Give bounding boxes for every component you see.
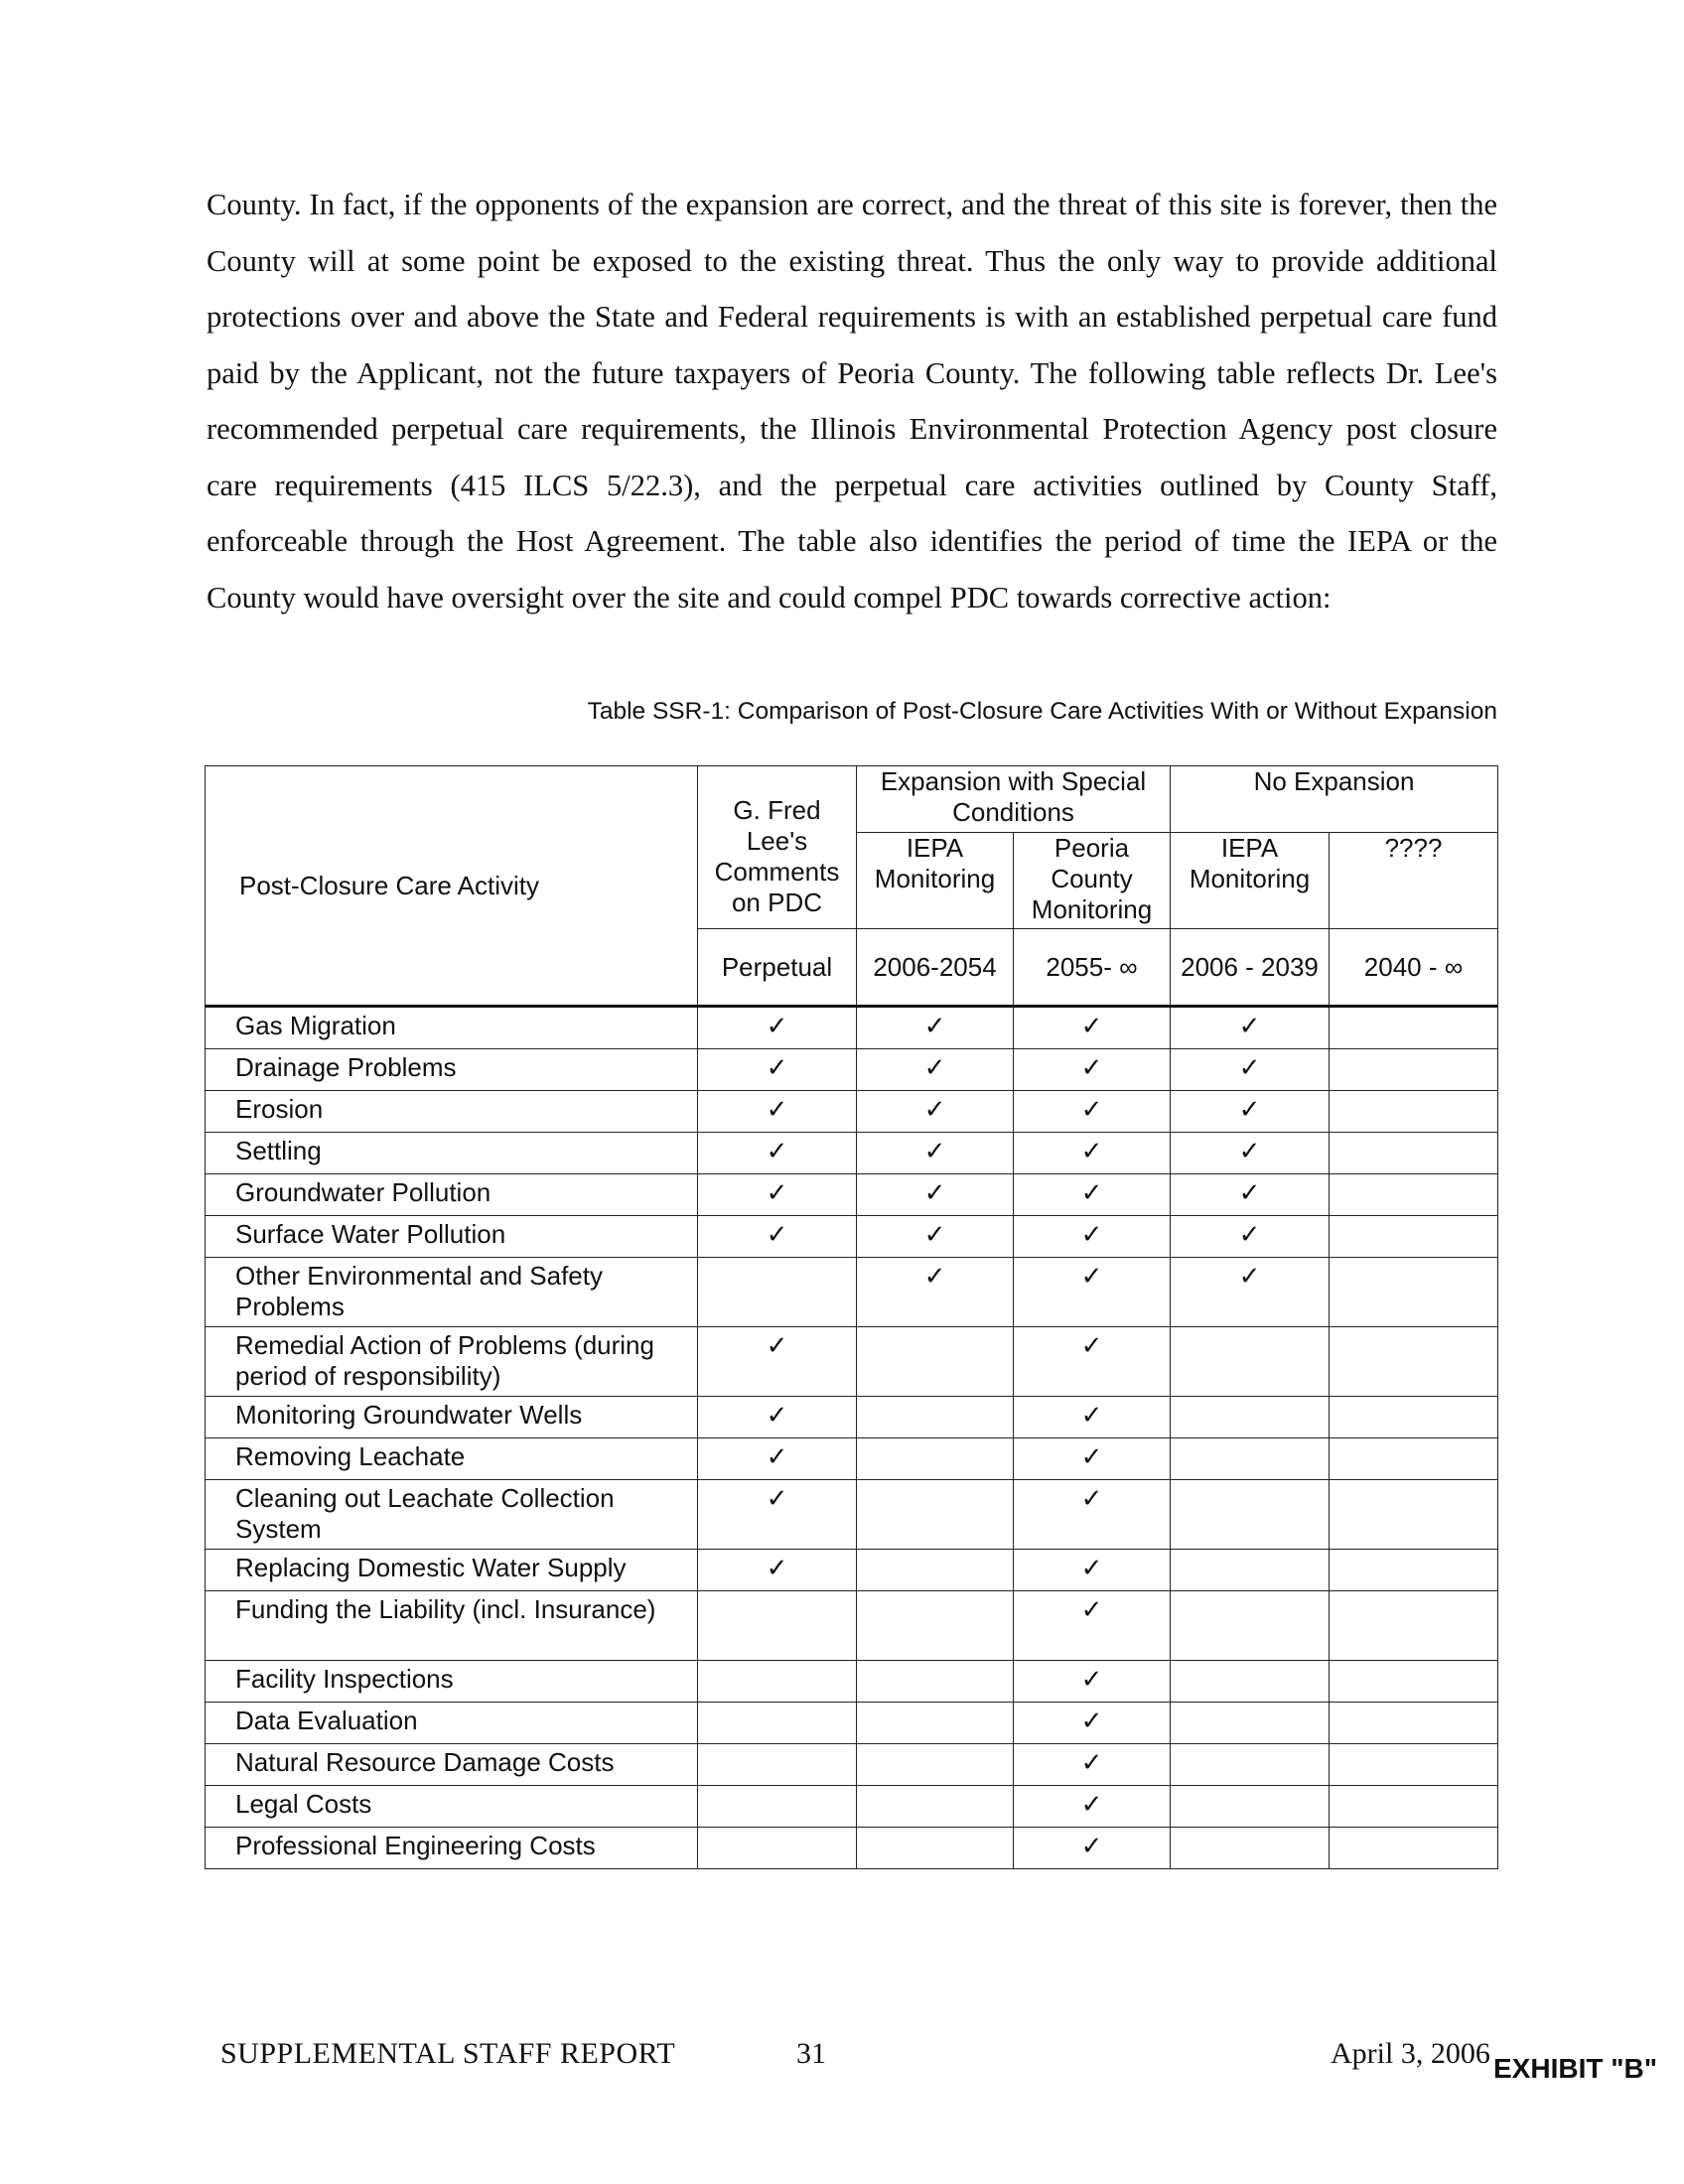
check-cell-lee xyxy=(698,1828,857,1869)
activity-cell: Funding the Liability (incl. Insurance) xyxy=(206,1591,698,1661)
check-cell-no-expansion-iepa xyxy=(1171,1480,1330,1550)
check-cell-expansion-county xyxy=(1014,1661,1171,1703)
check-cell-expansion-county xyxy=(1014,1480,1171,1550)
activity-cell: Facility Inspections xyxy=(206,1661,698,1703)
checkmark-icon: ✓ xyxy=(1080,1137,1103,1166)
check-cell-expansion-iepa xyxy=(857,1703,1014,1744)
table-row xyxy=(206,1828,1498,1869)
table-row xyxy=(206,1480,1498,1550)
header-no-expansion-group: No Expansion xyxy=(1171,766,1498,833)
checkmark-icon: ✓ xyxy=(1080,1832,1103,1861)
check-cell-expansion-county xyxy=(1014,1828,1171,1869)
check-cell-no-expansion-iepa xyxy=(1171,1786,1330,1828)
check-cell-no-expansion-unknown xyxy=(1330,1744,1498,1786)
check-cell-lee xyxy=(698,1258,857,1327)
checkmark-icon: ✓ xyxy=(1238,1178,1261,1208)
check-cell-no-expansion-unknown xyxy=(1330,1480,1498,1550)
check-cell-lee xyxy=(698,1216,857,1258)
check-cell-expansion-county xyxy=(1014,1174,1171,1216)
checkmark-icon: ✓ xyxy=(1080,1442,1103,1472)
check-cell-no-expansion-iepa xyxy=(1171,1397,1330,1438)
check-cell-no-expansion-unknown xyxy=(1330,1397,1498,1438)
check-cell-expansion-county xyxy=(1014,1744,1171,1786)
check-cell-lee xyxy=(698,1550,857,1591)
check-cell-no-expansion-unknown xyxy=(1330,1007,1498,1049)
check-cell-no-expansion-iepa xyxy=(1171,1174,1330,1216)
check-cell-expansion-iepa xyxy=(857,1007,1014,1049)
check-cell-expansion-county xyxy=(1014,1550,1171,1591)
activity-cell: Remedial Action of Problems (during period of responsibility) xyxy=(206,1327,698,1397)
checkmark-icon: ✓ xyxy=(923,1220,946,1250)
table-row xyxy=(206,1591,1498,1661)
checkmark-icon: ✓ xyxy=(766,1095,788,1125)
header-lee-comments: G. Fred Lee's Comments on PDC xyxy=(698,766,857,929)
period-expansion-iepa: 2006-2054 xyxy=(857,929,1014,1007)
check-cell-lee xyxy=(698,1480,857,1550)
checkmark-icon: ✓ xyxy=(923,1178,946,1208)
checkmark-icon: ✓ xyxy=(766,1178,788,1208)
post-closure-care-table xyxy=(205,765,1498,1869)
checkmark-icon: ✓ xyxy=(1080,1706,1103,1736)
check-cell-no-expansion-unknown xyxy=(1330,1786,1498,1828)
check-cell-lee xyxy=(698,1786,857,1828)
check-cell-expansion-iepa xyxy=(857,1591,1014,1661)
check-cell-expansion-county xyxy=(1014,1133,1171,1174)
checkmark-icon: ✓ xyxy=(1080,1401,1103,1431)
activity-cell: Settling xyxy=(206,1133,698,1174)
table-row xyxy=(206,1786,1498,1828)
activity-cell: Groundwater Pollution xyxy=(206,1174,698,1216)
activity-cell: Cleaning out Leachate Collection System xyxy=(206,1480,698,1550)
check-cell-expansion-county xyxy=(1014,1216,1171,1258)
check-cell-no-expansion-iepa xyxy=(1171,1591,1330,1661)
table-row xyxy=(206,1258,1498,1327)
check-cell-lee xyxy=(698,1591,857,1661)
period-no-expansion-unknown: 2040 - ∞ xyxy=(1330,929,1498,1007)
check-cell-no-expansion-unknown xyxy=(1330,1703,1498,1744)
table-row xyxy=(206,1133,1498,1174)
table-row xyxy=(206,1703,1498,1744)
checkmark-icon: ✓ xyxy=(923,1137,946,1166)
check-cell-expansion-iepa xyxy=(857,1258,1014,1327)
checkmark-icon: ✓ xyxy=(1080,1053,1103,1083)
check-cell-no-expansion-iepa xyxy=(1171,1828,1330,1869)
check-cell-expansion-iepa xyxy=(857,1550,1014,1591)
checkmark-icon: ✓ xyxy=(766,1484,788,1514)
check-cell-lee xyxy=(698,1091,857,1133)
header-activity: Post-Closure Care Activity xyxy=(206,766,698,1007)
check-cell-no-expansion-unknown xyxy=(1330,1591,1498,1661)
period-lee: Perpetual xyxy=(698,929,857,1007)
check-cell-expansion-iepa xyxy=(857,1397,1014,1438)
check-cell-expansion-county xyxy=(1014,1397,1171,1438)
check-cell-lee xyxy=(698,1661,857,1703)
checkmark-icon: ✓ xyxy=(1238,1220,1261,1250)
checkmark-icon: ✓ xyxy=(923,1012,946,1041)
checkmark-icon: ✓ xyxy=(923,1095,946,1125)
checkmark-icon: ✓ xyxy=(1080,1220,1103,1250)
check-cell-no-expansion-unknown xyxy=(1330,1216,1498,1258)
check-cell-expansion-iepa xyxy=(857,1744,1014,1786)
check-cell-expansion-iepa xyxy=(857,1049,1014,1091)
check-cell-expansion-iepa xyxy=(857,1480,1014,1550)
check-cell-no-expansion-iepa xyxy=(1171,1258,1330,1327)
check-cell-no-expansion-iepa xyxy=(1171,1133,1330,1174)
checkmark-icon: ✓ xyxy=(766,1442,788,1472)
activity-cell: Erosion xyxy=(206,1091,698,1133)
check-cell-lee xyxy=(698,1049,857,1091)
table-row xyxy=(206,1049,1498,1091)
check-cell-lee xyxy=(698,1327,857,1397)
checkmark-icon: ✓ xyxy=(1080,1178,1103,1208)
table-row xyxy=(206,1091,1498,1133)
check-cell-no-expansion-unknown xyxy=(1330,1133,1498,1174)
header-expansion-county: Peoria County Monitoring xyxy=(1014,833,1171,929)
check-cell-expansion-county xyxy=(1014,1258,1171,1327)
table-row xyxy=(206,1438,1498,1480)
activity-cell: Removing Leachate xyxy=(206,1438,698,1480)
header-no-expansion-iepa: IEPA Monitoring xyxy=(1171,833,1330,929)
check-cell-lee xyxy=(698,1744,857,1786)
check-cell-lee xyxy=(698,1438,857,1480)
check-cell-no-expansion-iepa xyxy=(1171,1703,1330,1744)
check-cell-no-expansion-unknown xyxy=(1330,1174,1498,1216)
check-cell-no-expansion-iepa xyxy=(1171,1661,1330,1703)
check-cell-no-expansion-iepa xyxy=(1171,1216,1330,1258)
checkmark-icon: ✓ xyxy=(766,1012,788,1041)
checkmark-icon: ✓ xyxy=(1080,1595,1103,1625)
checkmark-icon: ✓ xyxy=(1080,1012,1103,1041)
check-cell-no-expansion-unknown xyxy=(1330,1661,1498,1703)
check-cell-expansion-iepa xyxy=(857,1786,1014,1828)
table-row xyxy=(206,1661,1498,1703)
checkmark-icon: ✓ xyxy=(766,1053,788,1083)
body-paragraph: County. In fact, if the opponents of the expansion are correct, and the threat of this site is forever, then the County will at some point be exposed to the existing threat. Thus the only way to provide additional protections over and above the State and Federal requirements is with an established perpetual care fund paid by the Applicant, not the future taxpayers of Peoria County. The following table reflects Dr. Lee's recommended perpetual care requirements, the Illinois Environmental Protection Agency post closure care requirements (415 ILCS 5/22.3), and the perpetual care activities outlined by County Staff, enforceable through the Host Agreement. The table also identifies the period of time the IEPA or the County would have oversight over the site and could compel PDC towards corrective action: xyxy=(207,188,1497,614)
table-body xyxy=(206,1007,1498,1869)
activity-cell: Data Evaluation xyxy=(206,1703,698,1744)
check-cell-no-expansion-iepa xyxy=(1171,1049,1330,1091)
check-cell-no-expansion-unknown xyxy=(1330,1091,1498,1133)
check-cell-no-expansion-iepa xyxy=(1171,1091,1330,1133)
footer-report-title: SUPPLEMENTAL STAFF REPORT xyxy=(220,2037,676,2070)
checkmark-icon: ✓ xyxy=(1080,1665,1103,1695)
checkmark-icon: ✓ xyxy=(1080,1484,1103,1514)
check-cell-no-expansion-iepa xyxy=(1171,1438,1330,1480)
checkmark-icon: ✓ xyxy=(1080,1790,1103,1820)
table-row xyxy=(206,1007,1498,1049)
check-cell-lee xyxy=(698,1133,857,1174)
check-cell-expansion-iepa xyxy=(857,1216,1014,1258)
table-row xyxy=(206,1397,1498,1438)
check-cell-expansion-iepa xyxy=(857,1133,1014,1174)
check-cell-expansion-county xyxy=(1014,1327,1171,1397)
check-cell-expansion-iepa xyxy=(857,1438,1014,1480)
checkmark-icon: ✓ xyxy=(1238,1262,1261,1292)
activity-cell: Legal Costs xyxy=(206,1786,698,1828)
check-cell-expansion-county xyxy=(1014,1049,1171,1091)
activity-cell: Drainage Problems xyxy=(206,1049,698,1091)
activity-cell: Surface Water Pollution xyxy=(206,1216,698,1258)
activity-cell: Other Environmental and Safety Problems xyxy=(206,1258,698,1327)
checkmark-icon: ✓ xyxy=(1080,1748,1103,1778)
activity-cell: Professional Engineering Costs xyxy=(206,1828,698,1869)
period-expansion-county: 2055- ∞ xyxy=(1014,929,1171,1007)
check-cell-expansion-iepa xyxy=(857,1174,1014,1216)
checkmark-icon: ✓ xyxy=(1080,1554,1103,1583)
header-expansion-group: Expansion with Special Conditions xyxy=(857,766,1171,833)
footer-date: April 3, 2006 xyxy=(1331,2037,1490,2070)
check-cell-no-expansion-iepa xyxy=(1171,1550,1330,1591)
checkmark-icon: ✓ xyxy=(766,1554,788,1583)
check-cell-expansion-iepa xyxy=(857,1327,1014,1397)
activity-cell: Natural Resource Damage Costs xyxy=(206,1744,698,1786)
check-cell-no-expansion-unknown xyxy=(1330,1049,1498,1091)
check-cell-expansion-county xyxy=(1014,1591,1171,1661)
activity-cell: Replacing Domestic Water Supply xyxy=(206,1550,698,1591)
period-no-expansion-iepa: 2006 - 2039 xyxy=(1171,929,1330,1007)
check-cell-lee xyxy=(698,1007,857,1049)
header-no-expansion-unknown: ???? xyxy=(1330,833,1498,929)
checkmark-icon: ✓ xyxy=(766,1401,788,1431)
check-cell-expansion-county xyxy=(1014,1786,1171,1828)
checkmark-icon: ✓ xyxy=(1238,1012,1261,1041)
checkmark-icon: ✓ xyxy=(1080,1262,1103,1292)
check-cell-no-expansion-iepa xyxy=(1171,1327,1330,1397)
checkmark-icon: ✓ xyxy=(766,1331,788,1361)
check-cell-no-expansion-unknown xyxy=(1330,1438,1498,1480)
check-cell-lee xyxy=(698,1703,857,1744)
checkmark-icon: ✓ xyxy=(1238,1137,1261,1166)
check-cell-expansion-iepa xyxy=(857,1091,1014,1133)
check-cell-no-expansion-unknown xyxy=(1330,1258,1498,1327)
exhibit-label: EXHIBIT "B" xyxy=(1493,2053,1658,2084)
table-row xyxy=(206,1216,1498,1258)
header-expansion-iepa: IEPA Monitoring xyxy=(857,833,1014,929)
check-cell-lee xyxy=(698,1397,857,1438)
table-row xyxy=(206,1327,1498,1397)
check-cell-no-expansion-unknown xyxy=(1330,1327,1498,1397)
check-cell-expansion-iepa xyxy=(857,1828,1014,1869)
activity-cell: Gas Migration xyxy=(206,1007,698,1049)
check-cell-no-expansion-unknown xyxy=(1330,1550,1498,1591)
check-cell-expansion-county xyxy=(1014,1091,1171,1133)
checkmark-icon: ✓ xyxy=(1238,1053,1261,1083)
check-cell-expansion-iepa xyxy=(857,1661,1014,1703)
checkmark-icon: ✓ xyxy=(766,1137,788,1166)
checkmark-icon: ✓ xyxy=(1080,1331,1103,1361)
check-cell-no-expansion-iepa xyxy=(1171,1744,1330,1786)
checkmark-icon: ✓ xyxy=(766,1220,788,1250)
checkmark-icon: ✓ xyxy=(1080,1095,1103,1125)
activity-cell: Monitoring Groundwater Wells xyxy=(206,1397,698,1438)
checkmark-icon: ✓ xyxy=(923,1053,946,1083)
check-cell-expansion-county xyxy=(1014,1007,1171,1049)
check-cell-expansion-county xyxy=(1014,1438,1171,1480)
checkmark-icon: ✓ xyxy=(923,1262,946,1292)
check-cell-no-expansion-iepa xyxy=(1171,1007,1330,1049)
check-cell-no-expansion-unknown xyxy=(1330,1828,1498,1869)
table-row xyxy=(206,1744,1498,1786)
table-row xyxy=(206,1174,1498,1216)
check-cell-expansion-county xyxy=(1014,1703,1171,1744)
check-cell-lee xyxy=(698,1174,857,1216)
table-caption: Table SSR-1: Comparison of Post-Closure Care Activities With or Without Expansion xyxy=(587,698,1497,725)
footer-page-number: 31 xyxy=(796,2037,826,2070)
table-row xyxy=(206,1550,1498,1591)
checkmark-icon: ✓ xyxy=(1238,1095,1261,1125)
